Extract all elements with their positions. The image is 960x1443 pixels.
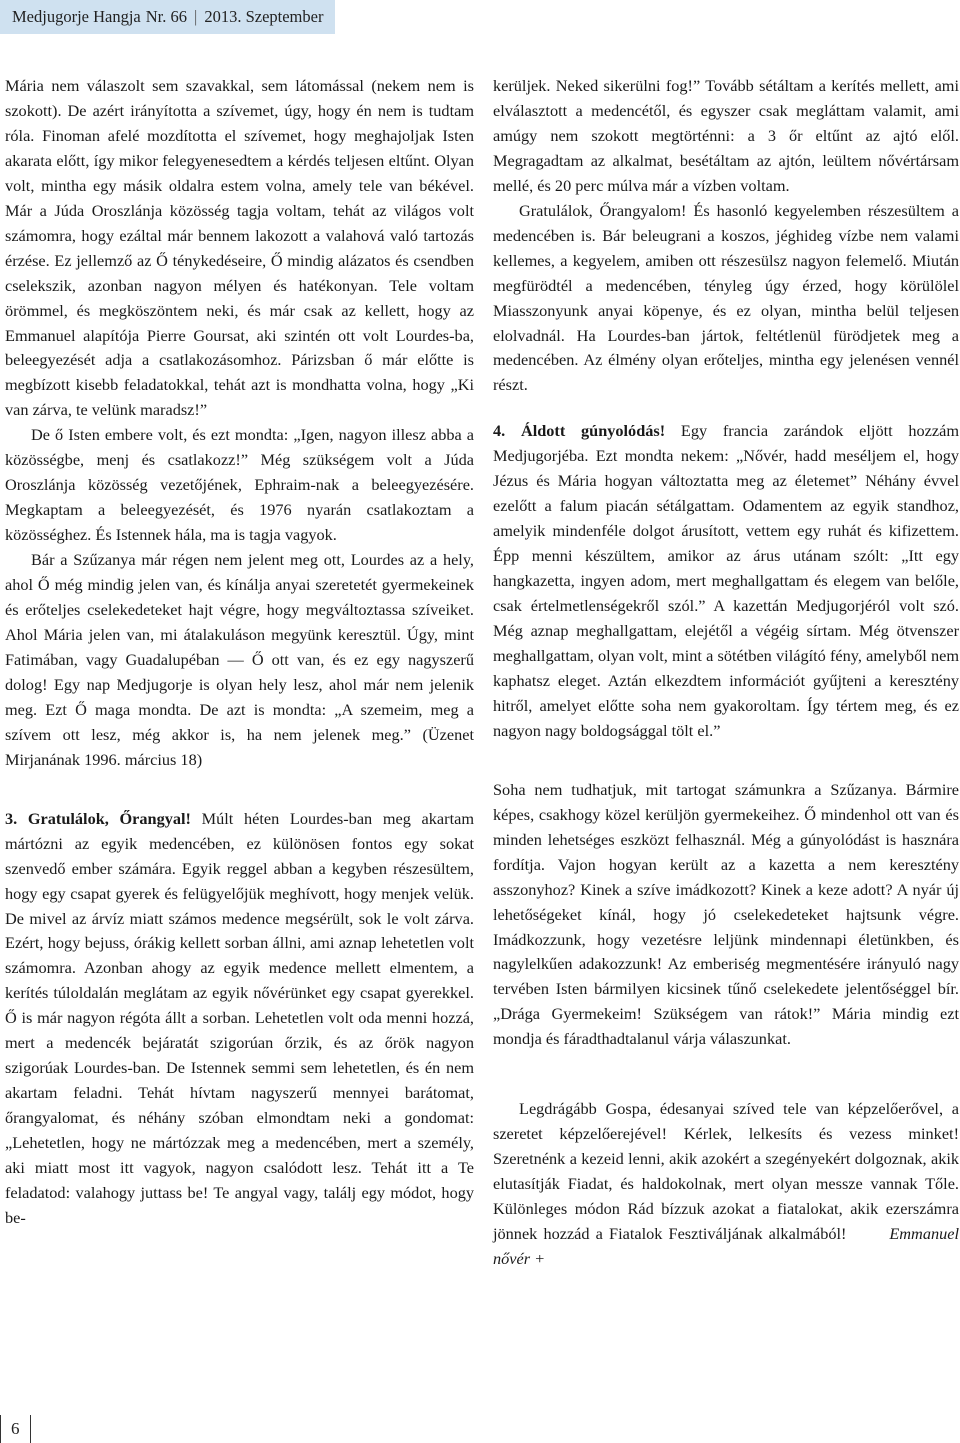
section-3 — [5, 807, 474, 1231]
page-header — [0, 0, 335, 34]
prayer-text: Legdrágább Gospa, édesanyai szíved tele van képzelőerővel, a szeretet képzelőerejével! Kérlek, lelkesíts és vezess minket! Szeretnénk a kezeid lenni, akik azokért a szegényekért dolgoznak, akik elutasítják Fiadat, és haldokolnak, mert olyan messze vannak Tőle. Különleges módon Rád bízzuk azokat a fiatalokat, akik ezerszámra jönnek hozzád a Fiatalok Fesztiváljának alkalmából! — [493, 1099, 959, 1244]
page-number: 6 — [11, 1418, 20, 1438]
section-heading: 4. Áldott gúnyolódás! — [493, 421, 666, 441]
paragraph: Soha nem tudhatjuk, mit tartogat számunkra a Szűzanya. Bármire képes, csakhogy közel kerüljön gyermekeihez. Ő mindenhol ott van és minden lehetséges eszközt felhasznál. Még a gúnyolódást is hasznára fordítja. Vajon hogyan került az a kazetta a nem keresztény asszonyhoz? Kinek a szíve imádkozott? Kinek a keze adott? A nyár új lehetőségeket kínál, hogy jó cselekedeteket hajtsunk végre. Imádkozzunk, hogy vezetésre leljünk mindennapi életünkben, és nagylelkűen adakozzunk! Az emberiség megmentésére irányuló nagy tervében Isten bármilyen kicsinek tűnő cselekedete jelentőséggel bír. „Drága Gyermekeim! Szükségem van rátok!” Mária mindig ezt mondja és fáradthadtalanul várja válaszunkat. — [493, 779, 959, 1049]
paragraph: De ő Isten embere volt, és ezt mondta: „Igen, nagyon illesz abba a közösségbe, menj és csatlakozz!” Még szükségem volt a Júda Oroszlánja közösség vezetőjének, Ephraim-nak a beleegyezésére. Megkaptam a beleegyezését, és 1976 nyarán csatlakoztam a közösséghez. És Istennek hála, ma is tagja vagyok. — [5, 425, 474, 545]
page-footer — [0, 1414, 60, 1443]
left-column — [5, 74, 474, 1231]
issue-date: 2013. Szeptember — [204, 7, 324, 26]
section-4 — [493, 419, 959, 743]
paragraph: Bár a Szűzanya már régen nem jelent meg ott, Lourdes az a hely, ahol Ő még mindig jelen van, és kínálja anyai szeretetét gyermekeinek és erőteljes cselekedeteket hajt végre, hogy megváltoztassa szíveiket. Ahol Mária jelen van, mi átalakuláson megyünk keresztül. Úgy, mint Fatimában, vagy Guadalupéban — Ő ott van, és ez egy nagyszerű dolog! Egy nap Medjugorje is olyan hely lesz, ahol már nem jelenik meg. Ezt Ő maga mondta. De azt is mondta: „A szemeim, meg a szívem ott lesz, még akkor is, ha nem jelenek meg.” (Üzenet Mirjanának 1996. március 18) — [5, 550, 474, 769]
paragraph: Gratulálok, Őrangyalom! És hasonló kegyelemben részesültem a medencében is. Bár beleugrani a koszos, jéghideg vízbe nem valami kellemes, a kegyelem, amiben ott részesülsz nagyon felemelő. Miután megfürödtél a medencében, tényleg úgy érzed, hogy körülölel Miasszonyunk anyai köpenye, és ez olyan, mintha belül teljesen elolvadnál. Ha Lourdes-ban jártok, feltétlenül fürödjetek meg a medencében. Az élmény olyan erőteljes, mintha egy jelenésen vennél részt. — [493, 200, 959, 395]
section-heading: 3. Gratulálok, Őrangyal! — [5, 808, 191, 828]
header-separator: | — [194, 7, 198, 26]
section-text: Egy francia zarándok eljött hozzám Medjugorjéba. Ezt mondta nekem: „Nővér, hadd meséljem el, hogy Jézus és Mária hogyan változtatta meg az életemet” Néhány évvel ezelőtt a falum piacán sétálgattam. Odamentem az egyik standhoz, amelyik mindenféle dolgot árusított, vettem egy ruhát és kifizettem. Épp menni készültem, amikor az árus utánam szólt: „Itt egy hangkazetta, ingyen adom, mert meghallgattam és elegem van belőle, csak értelmetlenségekről szól.” A kazettán Medjugorjéról volt szó. Még aznap meghallgattam, elejétől a végéig sírtam. Még ötvenszer meghallgattam, olyan volt, mint a sötétben világító fény, amelyből nem kaphatsz eleget. Aztán elkezdtem információt gyűjteni a keresztény hitről, amelyet előtte soha nem gyakoroltam. Így tértem meg, és ez nagyon nagy boldogsággal tölt el.” — [493, 421, 959, 740]
issue-number: Nr. 66 — [145, 7, 188, 26]
prayer-paragraph — [493, 1097, 959, 1272]
footer-bar-left — [0, 1415, 1, 1443]
right-column — [493, 74, 959, 1272]
footer-bar-right — [30, 1415, 31, 1443]
publication-title: Medjugorje Hangja — [12, 7, 141, 26]
paragraph: kerüljek. Neked sikerülni fog!” Tovább sétáltam a kerítés mellett, ami elválasztott a medencétől, és egyszer csak megláttam valamit, ami amúgy nem szokott megtörténni: a 3 őr eltűnt az ajtó elől. Megragadtam az alkalmat, besétáltam az ajtón, leültem nővértársam mellé, és 20 perc múlva már a vízben voltam. — [493, 76, 959, 195]
section-text: Múlt héten Lourdes-ban meg akartam mártózni az egyik medencében, ez különösen fontos egy sokat szenvedő ember számára. Egyik reggel abban a kegyben részesültem, hogy egy csapat gyerek és felügyelőjük meghívott, hogy menjek velük. De mivel az árvíz miatt számos medence megsérült, sok le volt zárva. Ezért, hogy bejuss, órákig kellett sorban állni, ami aznap lehetetlen volt számomra. Azonban ahogy az egyik medence mellett elmentem, a kerítés túloldalán meglátam az egyik nővérünket egy csapat gyerekkel. Ő is már nagyon régóta állt a sorban. Lehetetlen volt oda menni hozzá, mert a medencék bejáratát szigorúan őrzik, és az őrök nagyon szigorúak Lourdes-ban. De Istennek semmi sem lehetetlen, és én nem akartam feladni. Tehát hívtam nagyszerű mennyei barátomat, őrangyalomat, és néhány szóban elmondtam neki a gondomat: „Lehetetlen, hogy ne mártózzak meg a medencében, mert a személy, aki miatt most itt vagyok, nagyon csalódott lesz. Tehát itt a Te feladatod: valahogy juttass be! Te angyal vagy, találj egy módot, hogy be- — [5, 808, 474, 1227]
signature: Emmanuel nővér + — [493, 1224, 959, 1268]
paragraph: Mária nem válaszolt sem szavakkal, sem látomással (nekem nem is szokott). De azért irányította a szívemet, úgy, hogy én nem is tudtam róla. Finoman afelé mozdította el szívemet, hogy meghajoljak Isten akarata előtt, így mikor felegyenesedtem a kérdés teljesen eltűnt. Olyan volt, mintha egy másik oldalra estem volna, amely tele van békével. Már a Júda Oroszlánja közösség tagja voltam, tehát az világos volt számomra, hogy ezáltal már bennem lakozott a valahová való tartozás érzése. Ez jellemző az Ő ténykedéseire, Ő mindig alázatos és csendben cselekszik, azonban nagyon mélyen és hatékonyan. Tele voltam örömmel, és megköszöntem neki, és már csak az kellett, hogy az Emmanuel alapítója Pierre Goursat, aki szintén ott volt Lourdes-ba, beleegyezését adja a csatlakozásomhoz. Párizsban ő már előtte is megbízott kisebb feladatokkal, tehát azt is mondhatta volna, hogy „Ki van zárva, te velünk maradsz!” — [5, 76, 474, 420]
